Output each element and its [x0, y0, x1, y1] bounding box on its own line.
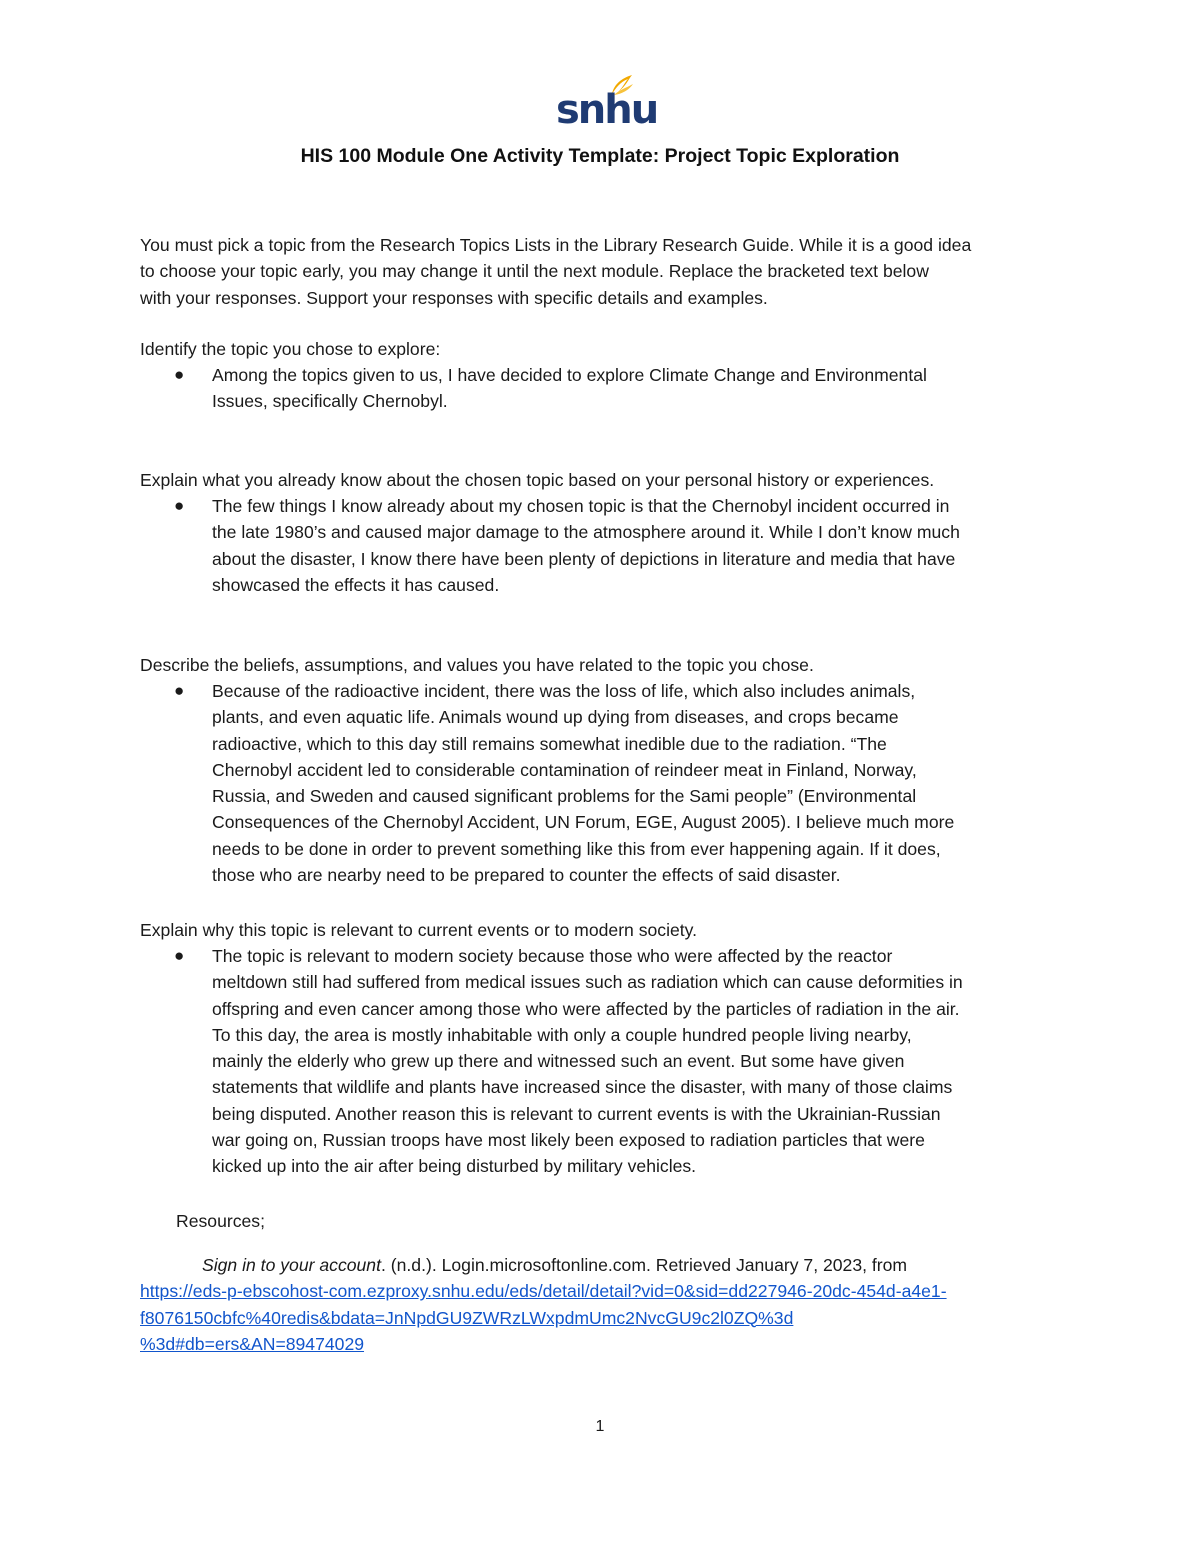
reference-link[interactable]: %3d#db=ers&AN=89474029 [140, 1333, 365, 1354]
bullet-item [140, 678, 1070, 890]
reference-citation [140, 1252, 1070, 1278]
bullet-line: kicked up into the air after being disturbed by military vehicles. [212, 1156, 697, 1177]
intro-line: with your responses. Support your responses with specific details and examples. [140, 287, 768, 308]
bullet-line: those who are nearby need to be prepared to counter the effects of said disaster. [212, 865, 841, 886]
reference-details: . (n.d.). Login.microsoftonline.com. Retrieved January 7, 2023, from [380, 1255, 908, 1275]
bullet-icon: ● [174, 681, 185, 700]
section-prompt: Explain what you already know about the chosen topic based on your personal history or experiences. [140, 470, 935, 490]
bullet-line: The few things I know already about my chosen topic is that the Chernobyl incident occurred in [212, 496, 950, 516]
bullet-line: about the disaster, I know there have been plenty of depictions in literature and media that have [212, 548, 956, 569]
intro-line: You must pick a topic from the Research Topics Lists in the Library Research Guide. While it is a good idea [140, 235, 972, 255]
bullet-line: war going on, Russian troops have most likely been exposed to radiation particles that were [212, 1130, 925, 1151]
bullet-line: being disputed. Another reason this is relevant to current events is with the Ukrainian-Russian [212, 1103, 941, 1124]
intro-paragraph [140, 232, 1070, 311]
reference-link[interactable]: https://eds-p-ebscohost-com.ezproxy.snhu.edu/eds/detail/detail?vid=0&sid=dd227946-20dc-454d-a4e1- [140, 1281, 947, 1302]
bullet-text [212, 943, 963, 1180]
bullet-line: statements that wildlife and plants have increased since the disaster, with many of those claims [212, 1077, 953, 1098]
bullet-line: The topic is relevant to modern society because those who were affected by the reactor [212, 946, 893, 966]
bullet-line: meltdown still had suffered from medical issues such as radiation which can cause deformities in [212, 972, 963, 993]
bullet-line: radioactive, which to this day still remains somewhat inedible due to the radiation. “The [212, 733, 887, 754]
page-number: 1 [595, 1418, 605, 1435]
bullet-item [140, 362, 1070, 416]
bullet-line: Consequences of the Chernobyl Accident, UN Forum, EGE, August 2005). I believe much more [212, 812, 955, 833]
bullet-line: needs to be done in order to prevent something like this from ever happening again. If it does, [212, 838, 941, 859]
bullet-text [212, 678, 954, 888]
bullet-line: Chernobyl accident led to considerable contamination of reindeer meat in Finland, Norway, [212, 759, 917, 780]
bullet-line: showcased the effects it has caused. [212, 574, 500, 595]
intro-line: to choose your topic early, you may change it until the next module. Replace the bracketed text below [140, 261, 929, 282]
bullet-item [140, 943, 1070, 1181]
bullet-line: Because of the radioactive incident, there was the loss of life, which also includes animals, [212, 681, 916, 701]
bullet-line: mainly the elderly who grew up there and witnessed such an event. But some have given [212, 1051, 905, 1072]
resources-heading: Resources; [176, 1211, 265, 1231]
section-prompt: Identify the topic you chose to explore: [140, 339, 441, 359]
bullet-item [140, 493, 1070, 599]
bullet-line: To this day, the area is mostly inhabitable with only a couple hundred people living nearby, [212, 1024, 912, 1045]
bullet-icon: ● [174, 496, 185, 515]
bullet-line: Issues, specifically Chernobyl. [212, 391, 448, 412]
section-prompt: Explain why this topic is relevant to current events or to modern society. [140, 920, 698, 940]
bullet-line: plants, and even aquatic life. Animals wound up dying from diseases, and crops became [212, 707, 899, 728]
snhu-logo [556, 74, 658, 133]
reference-title: Sign in to your account [202, 1255, 381, 1275]
reference-link[interactable]: f8076150cbfc%40redis&bdata=JnNpdGU9ZWRzLWxpdmUmc2NvcGU9c2l0ZQ%3d [140, 1307, 794, 1328]
section-prompt: Describe the beliefs, assumptions, and values you have related to the topic you chose. [140, 655, 814, 675]
bullet-line: offspring and even cancer among those who were affected by the particles of radiation in the air. [212, 998, 960, 1019]
bullet-icon: ● [174, 365, 185, 384]
bullet-line: Among the topics given to us, I have decided to explore Climate Change and Environmental [212, 365, 927, 385]
reference-entry [140, 1252, 1070, 1357]
page-title: HIS 100 Module One Activity Template: Project Topic Exploration [300, 145, 900, 167]
bullet-line: Russia, and Sweden and caused significant problems for the Sami people” (Environmental [212, 786, 917, 807]
bullet-line: the late 1980’s and caused major damage to the atmosphere around it. While I don’t know much [212, 522, 960, 543]
bullet-icon: ● [174, 946, 185, 965]
logo-text: snhu [556, 87, 658, 133]
bullet-text [212, 493, 960, 598]
bullet-text [212, 362, 927, 415]
